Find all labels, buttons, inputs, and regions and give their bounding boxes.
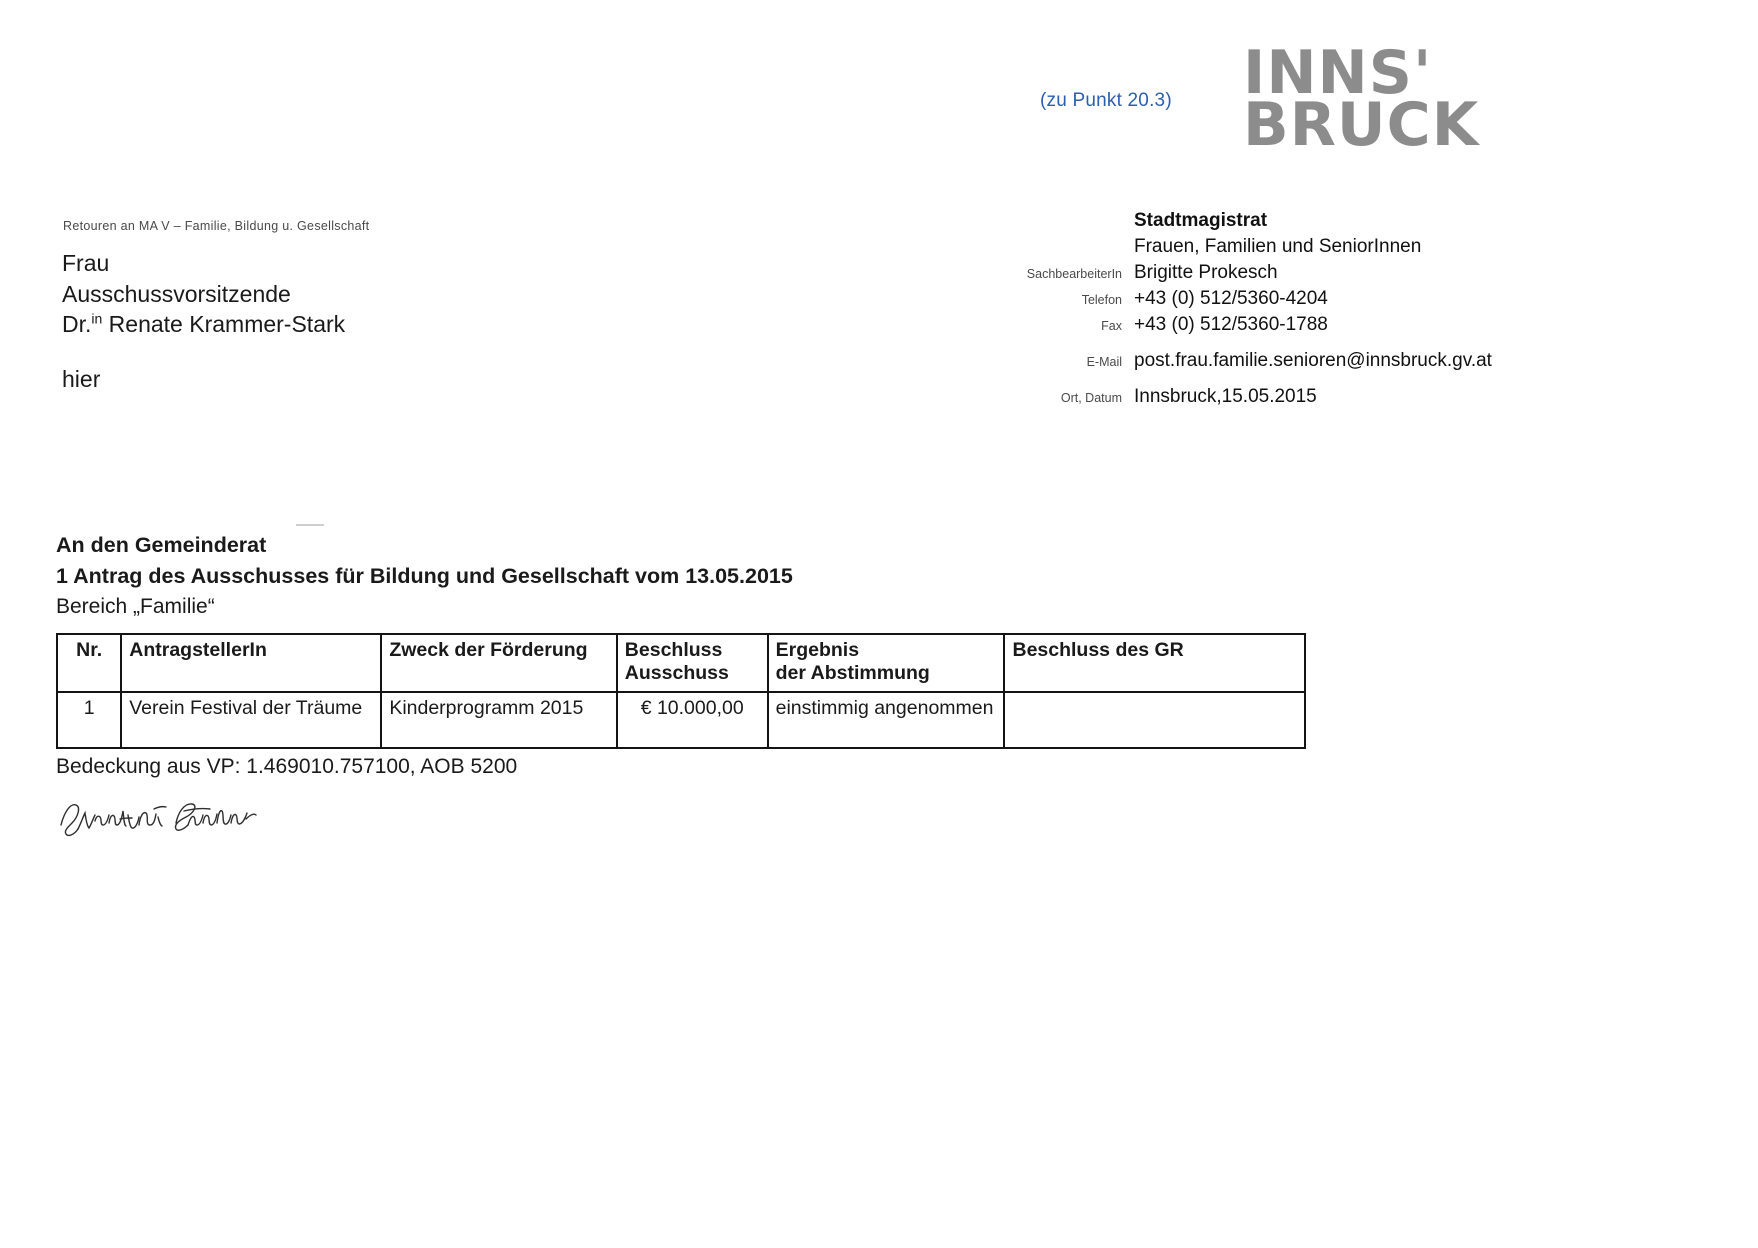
contact-office: Stadtmagistrat bbox=[1134, 210, 1268, 231]
sender-contact-block bbox=[1000, 210, 1520, 412]
funding-source-note: Bedeckung aus VP: 1.469010.757100, AOB 5200 bbox=[56, 755, 518, 778]
point-reference: (zu Punkt 20.3) bbox=[1040, 90, 1172, 111]
contact-row-department bbox=[1000, 236, 1520, 258]
table-header-row bbox=[57, 634, 1305, 692]
column-header-ergebnis-line1: Ergebnis bbox=[775, 639, 860, 661]
recipient-title-suffix: in bbox=[91, 310, 103, 327]
contact-label-email: E-Mail bbox=[1086, 355, 1122, 369]
column-header-nr: Nr. bbox=[57, 634, 121, 692]
table-row bbox=[57, 692, 1305, 748]
addressee-heading: An den Gemeinderat bbox=[56, 533, 267, 557]
area-heading: Bereich „Familie“ bbox=[56, 595, 215, 619]
contact-label-clerk: SachbearbeiterIn bbox=[1026, 267, 1122, 281]
recipient-title: Dr. bbox=[62, 311, 92, 338]
cell-beschluss-ausschuss: € 10.000,00 bbox=[617, 692, 768, 748]
recipient-name-text: Renate Krammer-Stark bbox=[102, 311, 346, 338]
return-address-line: Retouren an MA V – Familie, Bildung u. Gesellschaft bbox=[63, 219, 370, 233]
contact-value-email: post.frau.familie.senioren@innsbruck.gv.at bbox=[1134, 350, 1492, 371]
contact-label-place-date: Ort, Datum bbox=[1060, 391, 1122, 405]
recipient-salutation: Frau bbox=[62, 250, 110, 276]
table-head bbox=[57, 634, 1305, 692]
cell-beschluss-gr bbox=[1004, 692, 1305, 748]
column-header-beschluss-line2: Ausschuss bbox=[624, 662, 729, 684]
contact-row-office bbox=[1000, 210, 1520, 232]
cell-nr: 1 bbox=[57, 692, 121, 748]
contact-label-fax: Fax bbox=[1101, 319, 1122, 333]
logo-line-2: BRUCK bbox=[1243, 89, 1480, 160]
contact-row-phone bbox=[1000, 288, 1520, 310]
recipient-address bbox=[62, 248, 345, 340]
innsbruck-logo bbox=[1243, 38, 1503, 160]
contact-value-clerk: Brigitte Prokesch bbox=[1134, 262, 1278, 283]
contact-value-fax: +43 (0) 512/5360-1788 bbox=[1134, 314, 1328, 335]
cell-ergebnis: einstimmig angenommen bbox=[768, 692, 1005, 748]
table-body bbox=[57, 692, 1305, 748]
motions-table bbox=[56, 633, 1306, 749]
recipient-name bbox=[62, 309, 345, 340]
column-header-ergebnis-line2: der Abstimmung bbox=[775, 662, 930, 684]
recipient-role: Ausschussvorsitzende bbox=[62, 280, 291, 307]
contact-value-place-date: Innsbruck,15.05.2015 bbox=[1134, 386, 1317, 407]
contact-row-place-date bbox=[1000, 386, 1520, 408]
contact-department: Frauen, Familien und SeniorInnen bbox=[1134, 236, 1422, 257]
scan-artifact-mark bbox=[296, 524, 324, 526]
contact-label-phone: Telefon bbox=[1081, 293, 1122, 307]
column-header-zweck: Zweck der Förderung bbox=[381, 634, 616, 692]
column-header-ergebnis bbox=[768, 634, 1005, 692]
column-header-beschluss-line1: Beschluss bbox=[624, 639, 723, 661]
motion-heading: 1 Antrag des Ausschusses für Bildung und Gesellschaft vom 13.05.2015 bbox=[56, 564, 793, 589]
column-header-antragsteller: AntragstellerIn bbox=[121, 634, 381, 692]
document-headings bbox=[56, 530, 793, 623]
cell-antragsteller: Verein Festival der Träume bbox=[121, 692, 381, 748]
contact-row-email bbox=[1000, 350, 1520, 372]
column-header-beschluss-gr: Beschluss des GR bbox=[1004, 634, 1305, 692]
handwritten-signature bbox=[58, 795, 258, 841]
cell-zweck: Kinderprogramm 2015 bbox=[381, 692, 616, 748]
contact-row-clerk bbox=[1000, 262, 1520, 284]
contact-value-phone: +43 (0) 512/5360-4204 bbox=[1134, 288, 1328, 309]
logo-line-1: INNS' bbox=[1243, 38, 1433, 108]
contact-row-fax bbox=[1000, 314, 1520, 336]
recipient-location: hier bbox=[62, 366, 101, 392]
column-header-beschluss-ausschuss bbox=[617, 634, 768, 692]
